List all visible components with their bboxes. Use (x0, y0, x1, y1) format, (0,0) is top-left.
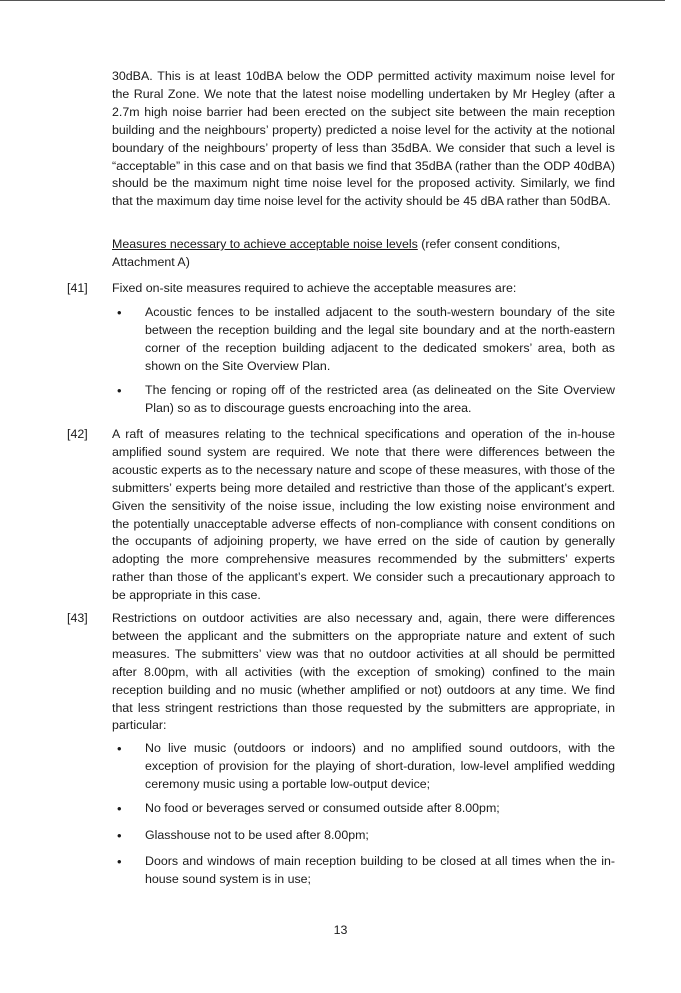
bullet-icon: • (117, 741, 122, 756)
p43-bullet-1: No live music (outdoors or indoors) and no amplified sound outdoors, with the exception of provision for the playing of short-duration, low-level amplified wedding ceremony music using a portable low-output device; (145, 741, 615, 791)
section-heading (112, 236, 615, 272)
p43-bullet-2: No food or beverages served or consumed outside after 8.00pm; (145, 801, 500, 815)
paragraph-43: Restrictions on outdoor activities are also necessary and, again, there were differences between the applicant and the submitters on the appropriate nature and extent of such measures. The submitters’ view was that no outdoor activities at all should be permitted after 8.00pm, with all activities (with the exception of smoking) confined to the main reception building and no music (whether amplified or not) outdoors at any time. We find that less stringent restrictions than those requested by the submitters are appropriate, in particular: (112, 611, 615, 733)
intro-paragraph: 30dBA. This is at least 10dBA below the ODP permitted activity maximum noise level for the Rural Zone. We note that the latest noise modelling undertaken by Mr Hegley (after a 2.7m high noise barrier had been erected on the subject site between the main reception building and the neighbours’ property) predicted a noise level for the activity at the notional boundary of the neighbours’ property of less than 35dBA. We consider that such a level is “acceptable” in this case and on that basis we find that 35dBA (rather than the ODP 40dBA) should be the maximum night time noise level for the proposed activity. Similarly, we find that the maximum day time noise level for the activity should be 45 dBA rather than 50dBA. (112, 69, 615, 209)
top-rule (0, 0, 665, 1)
paragraph-41: Fixed on-site measures required to achieve the acceptable measures are: (112, 281, 517, 295)
bullet-icon: • (117, 801, 122, 816)
section-heading-underlined: Measures necessary to achieve acceptable noise levels (112, 237, 418, 251)
bullet-icon: • (117, 854, 122, 869)
bullet-icon: • (117, 305, 122, 320)
paragraph-number-41: [41] (67, 281, 88, 295)
bullet-icon: • (117, 828, 122, 843)
page-number: 13 (333, 923, 348, 937)
p41-bullet-2: The fencing or roping off of the restricted area (as delineated on the Site Overview Plan) so as to discourage guests encroaching into the area. (145, 383, 615, 415)
section-heading-rest: (refer consent conditions, Attachment A) (112, 237, 561, 269)
p43-bullet-3: Glasshouse not to be used after 8.00pm; (145, 828, 369, 842)
bullet-icon: • (117, 383, 122, 398)
paragraph-42: A raft of measures relating to the technical specifications and operation of the in-house amplified sound system are required. We note that there were differences between the acoustic experts as to the necessary nature and scope of these measures, with those of the submitters’ experts being more detailed and restrictive than those of the applicant’s expert. Given the sensitivity of the noise issue, including the low existing noise environment and the potentially unacceptable adverse effects of non-compliance with consent conditions on the occupants of adjoining property, we have erred on the side of caution by generally adopting the more comprehensive measures recommended by the submitters’ experts rather than those of the applicant’s expert. We consider such a precautionary approach to be appropriate in this case. (112, 427, 615, 603)
paragraph-number-43: [43] (67, 611, 88, 625)
p41-bullet-1: Acoustic fences to be installed adjacent to the south-western boundary of the site between the reception building and the legal site boundary and at the north-eastern corner of the reception building adjacent to the dedicated smokers’ area, both as shown on the Site Overview Plan. (145, 305, 615, 373)
p43-bullet-4: Doors and windows of main reception building to be closed at all times when the in-house sound system is in use; (145, 854, 615, 886)
paragraph-number-42: [42] (67, 427, 88, 441)
